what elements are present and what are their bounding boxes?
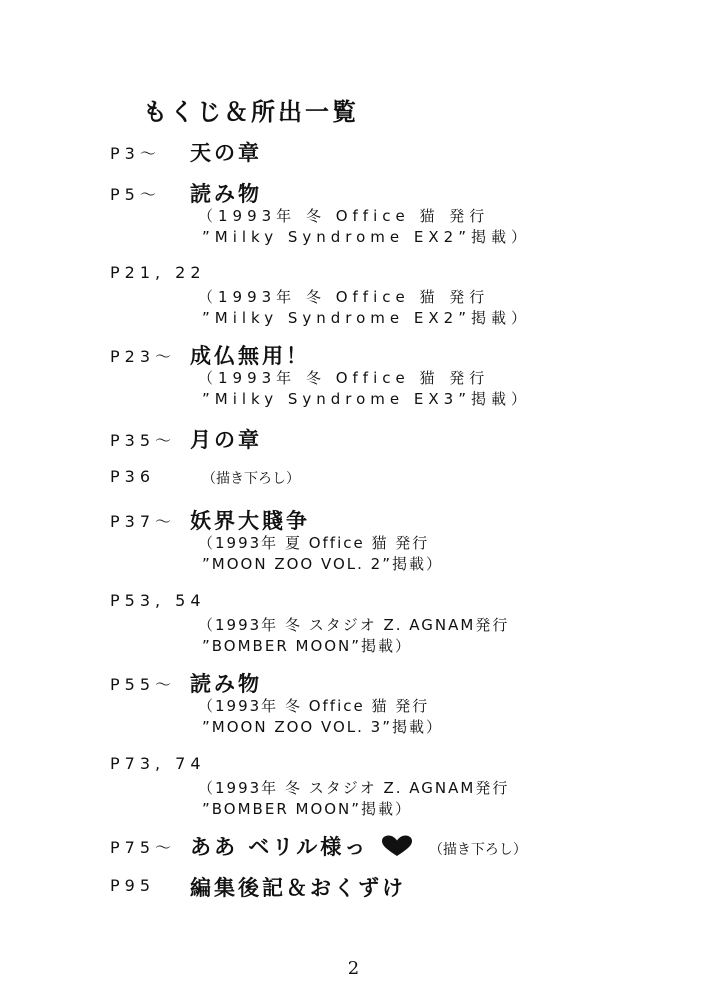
source-info (198, 778, 509, 820)
section-heading-wrap (190, 831, 527, 861)
source-line: ”BOMBER MOON”掲載） (202, 637, 413, 655)
page-ref: P75〜 (110, 838, 177, 857)
toc-entry-p55 (110, 668, 443, 738)
page-ref: P53, 54 (110, 591, 206, 610)
toc-entry-p23 (110, 340, 531, 410)
section-heading: 読み物 (190, 671, 262, 696)
page-ref: P36 (110, 467, 156, 486)
section-heading: 編集後記＆おくずけ (190, 875, 406, 900)
source-line: ”Milky Syndrome EX3”掲載） (202, 390, 531, 408)
section-heading: 天の章 (190, 140, 262, 165)
heart-icon (381, 835, 413, 857)
section-heading: 読み物 (190, 181, 262, 206)
toc-entry-p21 (110, 259, 531, 329)
section-heading: ああ ベリル様っ (190, 834, 369, 859)
toc-entry-p53 (110, 587, 509, 657)
page-ref: P21, 22 (110, 263, 206, 282)
page-ref: P37〜 (110, 512, 177, 531)
source-info (198, 696, 443, 738)
toc-entry-p5 (110, 178, 531, 248)
toc-entry-p37 (110, 505, 443, 575)
section-heading: 月の章 (190, 427, 262, 452)
section-heading: 妖界大賤争 (190, 508, 310, 533)
toc-entry-p73 (110, 750, 509, 820)
source-line: （1993年 冬 Office 猫 発行 (198, 207, 490, 225)
original-note: （描き下ろし） (428, 842, 527, 858)
source-line: （1993年 冬 スタジオ Z. AGNAM発行 (198, 779, 510, 797)
original-note: （描き下ろし） (202, 471, 300, 487)
source-line: （1993年 冬 Office 猫 発行 (198, 288, 490, 306)
source-info (198, 287, 531, 329)
source-info (198, 206, 531, 248)
page-ref: P95 (110, 876, 156, 895)
toc-title: もくじ＆所出一覧 (143, 97, 359, 126)
source-line: ”Milky Syndrome EX2”掲載） (202, 309, 531, 327)
page-ref: P23〜 (110, 347, 177, 366)
page-ref: P73, 74 (110, 754, 206, 773)
source-info (198, 368, 531, 410)
section-heading: 成仏無用！ (190, 343, 310, 368)
source-line: （1993年 冬 Office 猫 発行 (198, 369, 490, 387)
page-ref: P55〜 (110, 675, 177, 694)
page-number: 2 (347, 958, 360, 979)
source-line: （1993年 夏 Office 猫 発行 (198, 534, 430, 552)
source-line: ”BOMBER MOON”掲載） (202, 800, 413, 818)
source-info (198, 615, 509, 657)
source-line: （1993年 冬 Office 猫 発行 (198, 697, 430, 715)
page-ref: P5〜 (110, 185, 161, 204)
source-line: ”Milky Syndrome EX2”掲載） (202, 228, 531, 246)
page-ref: P35〜 (110, 431, 177, 450)
source-info (198, 533, 443, 575)
source-line: ”MOON ZOO VOL. 3”掲載） (202, 718, 443, 736)
page-ref: P3〜 (110, 144, 161, 163)
source-line: （1993年 冬 スタジオ Z. AGNAM発行 (198, 616, 510, 634)
source-line: ”MOON ZOO VOL. 2”掲載） (202, 555, 443, 573)
